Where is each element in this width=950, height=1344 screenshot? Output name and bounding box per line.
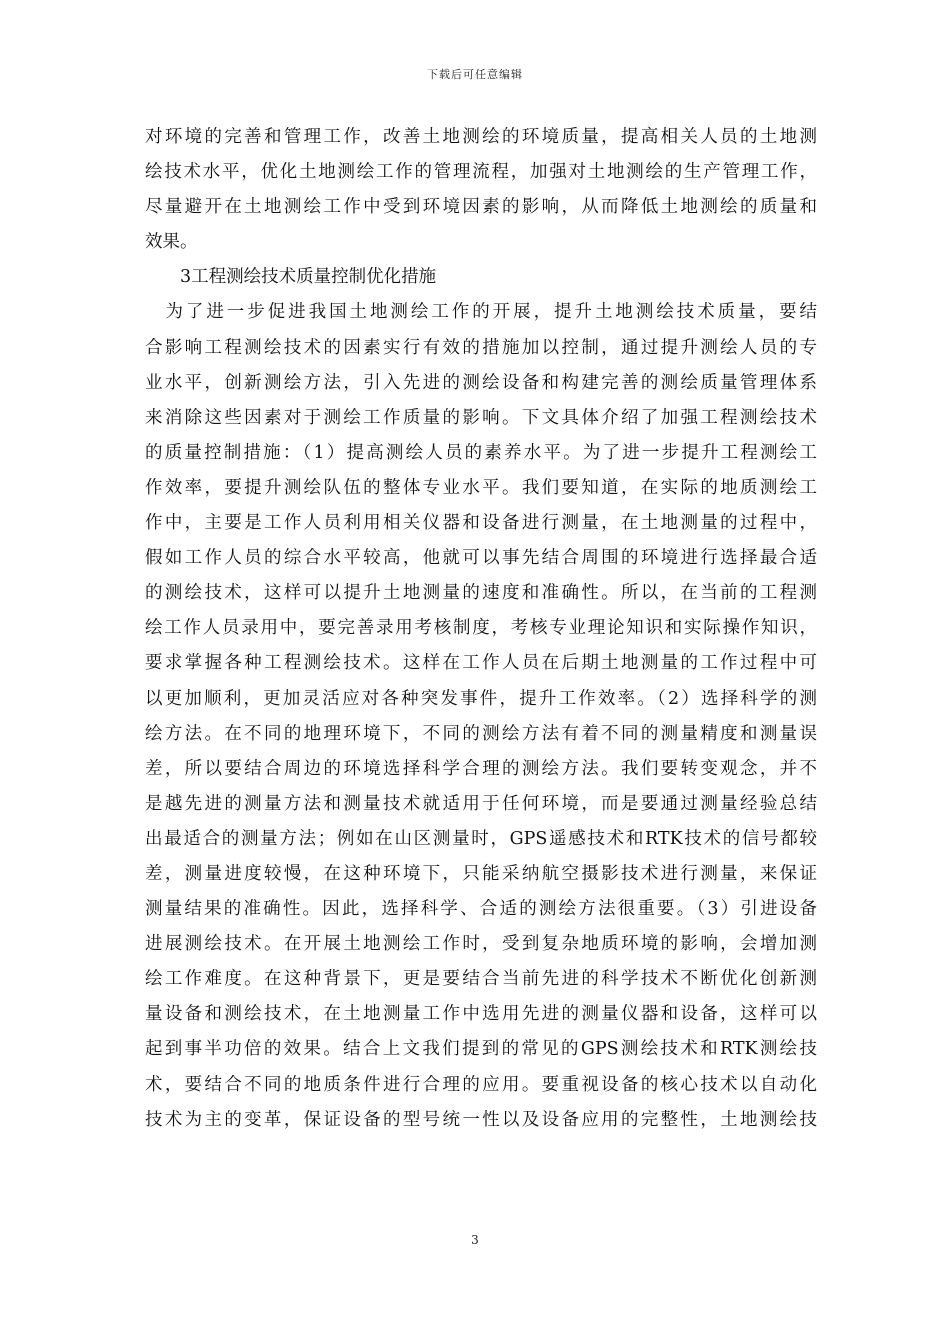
- text-line: 作效率，要提升测绘队伍的整体专业水平。我们要知道，在实际的地质测绘工: [145, 477, 817, 498]
- page-number: 3: [471, 1233, 479, 1247]
- text-line: 差，测量进度较慢，在这种环境下，只能采纳航空摄影技术进行测量，来保证: [145, 863, 817, 884]
- text-line: 假如工作人员的综合水平较高，他就可以事先结合周围的环境进行选择最合适: [145, 548, 817, 569]
- text-line: 术，要结合不同的地质条件进行合理的应用。要重视设备的核心技术以自动化: [145, 1074, 817, 1095]
- text-line: 进展测绘技术。在开展土地测绘工作时，受到复杂地质环境的影响，会增加测: [145, 934, 817, 955]
- text-line: 作中，主要是工作人员利用相关仪器和设备进行测量，在土地测量的过程中，: [145, 513, 817, 534]
- text-line: 量设备和测绘技术，在土地测量工作中选用先进的测量仪器和设备，这样可以: [145, 1004, 817, 1025]
- text-line: 绘方法。在不同的地理环境下，不同的测绘方法有着不同的测量精度和测量误: [145, 723, 817, 744]
- text-line: 来消除这些因素对于测绘工作质量的影响。下文具体介绍了加强工程测绘技术: [145, 407, 817, 428]
- text-line: 起到事半功倍的效果。结合上文我们提到的常见的GPS测绘技术和RTK测绘技: [145, 1039, 817, 1060]
- text-line: 测量结果的准确性。因此，选择科学、合适的测绘方法很重要。（3）引进设备: [145, 899, 817, 920]
- text-line: 出最适合的测量方法；例如在山区测量时，GPS遥感技术和RTK技术的信号都较: [145, 828, 817, 849]
- text-line: 效果。: [145, 232, 198, 253]
- text-line: 的质量控制措施：（1）提高测绘人员的素养水平。为了进一步提升工程测绘工: [145, 442, 817, 463]
- text-line: 尽量避开在土地测绘工作中受到环境因素的影响，从而降低土地测绘的质量和: [145, 197, 817, 218]
- text-line: 绘技术水平，优化土地测绘工作的管理流程，加强对土地测绘的生产管理工作，: [145, 162, 817, 183]
- text-line: 的测绘技术，这样可以提升土地测量的速度和准确性。所以，在当前的工程测: [145, 583, 817, 604]
- document-body: [145, 120, 817, 1138]
- text-line: 为了进一步促进我国土地测绘工作的开展，提升土地测绘技术质量，要结: [145, 302, 817, 323]
- page-header: 下载后可任意编辑: [427, 68, 523, 81]
- text-line: 差，所以要结合周边的环境选择科学合理的测绘方法。我们要转变观念，并不: [145, 758, 817, 779]
- text-line: 绘工作难度。在这种背景下，更是要结合当前先进的科学技术不断优化创新测: [145, 969, 817, 990]
- text-line: 合影响工程测绘技术的因素实行有效的措施加以控制，通过提升测绘人员的专: [145, 337, 817, 358]
- text-line: 以更加顺利，更加灵活应对各种突发事件，提升工作效率。（2）选择科学的测: [145, 688, 817, 709]
- text-line: 要求掌握各种工程测绘技术。这样在工作人员在后期土地测量的工作过程中可: [145, 653, 817, 674]
- text-line: 对环境的完善和管理工作，改善土地测绘的环境质量，提高相关人员的土地测: [145, 127, 817, 147]
- text-line: 是越先进的测量方法和测量技术就适用于任何环境，而是要通过测量经验总结: [145, 793, 817, 814]
- text-line: 业水平，创新测绘方法，引入先进的测绘设备和构建完善的测绘质量管理体系: [145, 372, 817, 393]
- section-heading: 3工程测绘技术质量控制优化措施: [180, 267, 437, 288]
- text-line: 绘工作人员录用中，要完善录用考核制度，考核专业理论知识和实际操作知识，: [145, 618, 817, 639]
- text-line: 技术为主的变革，保证设备的型号统一性以及设备应用的完整性，土地测绘技: [145, 1109, 817, 1130]
